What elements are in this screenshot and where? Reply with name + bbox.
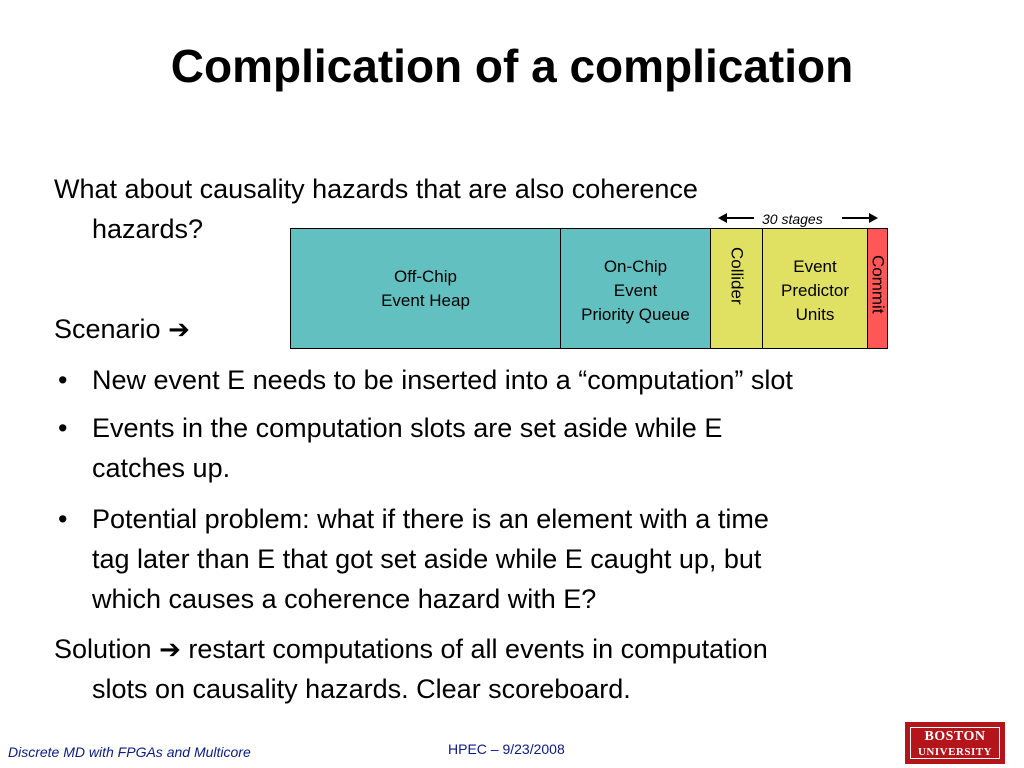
predictor-line-2: Predictor: [780, 281, 850, 300]
on-chip-line-3: Priority Queue: [581, 305, 690, 324]
collider-block: [710, 228, 763, 349]
on-chip-line-1: On-Chip: [603, 257, 668, 276]
arrow-right-icon: ➔: [159, 634, 181, 664]
commit-block: [867, 228, 888, 349]
commit-label: Commit: [868, 255, 888, 314]
bullet-2-line-2: catches up.: [92, 453, 231, 483]
footer-course-title: Discrete MD with FPGAs and Multicore: [8, 744, 251, 760]
on-chip-priority-queue-block: [560, 228, 711, 349]
solution-line-2: slots on causality hazards. Clear scoreboard.: [92, 674, 631, 704]
bullet-3-line-1: Potential problem: what if there is an element with a time: [92, 504, 769, 534]
solution-line-1: [54, 631, 768, 667]
off-chip-event-heap-block: [290, 228, 561, 349]
stages-label: 30 stages: [762, 211, 823, 227]
boston-university-logo: [905, 722, 1005, 764]
on-chip-line-2: Event: [613, 281, 658, 300]
bullet-2-line-1: Events in the computation slots are set aside while E: [92, 413, 723, 443]
logo-line-1: BOSTON: [924, 729, 986, 744]
bullet-3-line-2: tag later than E that got set aside while E caught up, but: [92, 544, 762, 574]
bullet-dot: •: [58, 413, 68, 443]
intro-line-1: What about causality hazards that are also coherence: [54, 174, 698, 204]
scenario-label: Scenario: [54, 314, 161, 344]
bullet-dot: •: [58, 365, 68, 395]
bullet-dot: •: [58, 504, 68, 534]
logo-line-2: UNIVERSITY: [917, 746, 993, 758]
off-chip-line-2: Event Heap: [381, 290, 470, 310]
off-chip-line-1: Off-Chip: [394, 266, 457, 286]
predictor-line-1: Event: [793, 257, 837, 276]
scenario-heading: [54, 311, 190, 347]
slide-title: Complication of a complication: [170, 40, 854, 92]
bullet-1-line-1: New event E needs to be inserted into a “computation” slot: [92, 365, 793, 395]
event-predictor-units-block: [762, 228, 868, 349]
arrow-right-icon: ➔: [168, 314, 190, 344]
intro-line-2: hazards?: [92, 214, 204, 244]
solution-text: restart computations of all events in computation: [188, 634, 768, 664]
bullet-3-line-3: which causes a coherence hazard with E?: [92, 584, 597, 614]
collider-label: Collider: [727, 247, 747, 305]
predictor-line-3: Units: [795, 305, 835, 324]
solution-label: Solution: [54, 634, 152, 664]
footer-date: HPEC – 9/23/2008: [448, 741, 565, 757]
